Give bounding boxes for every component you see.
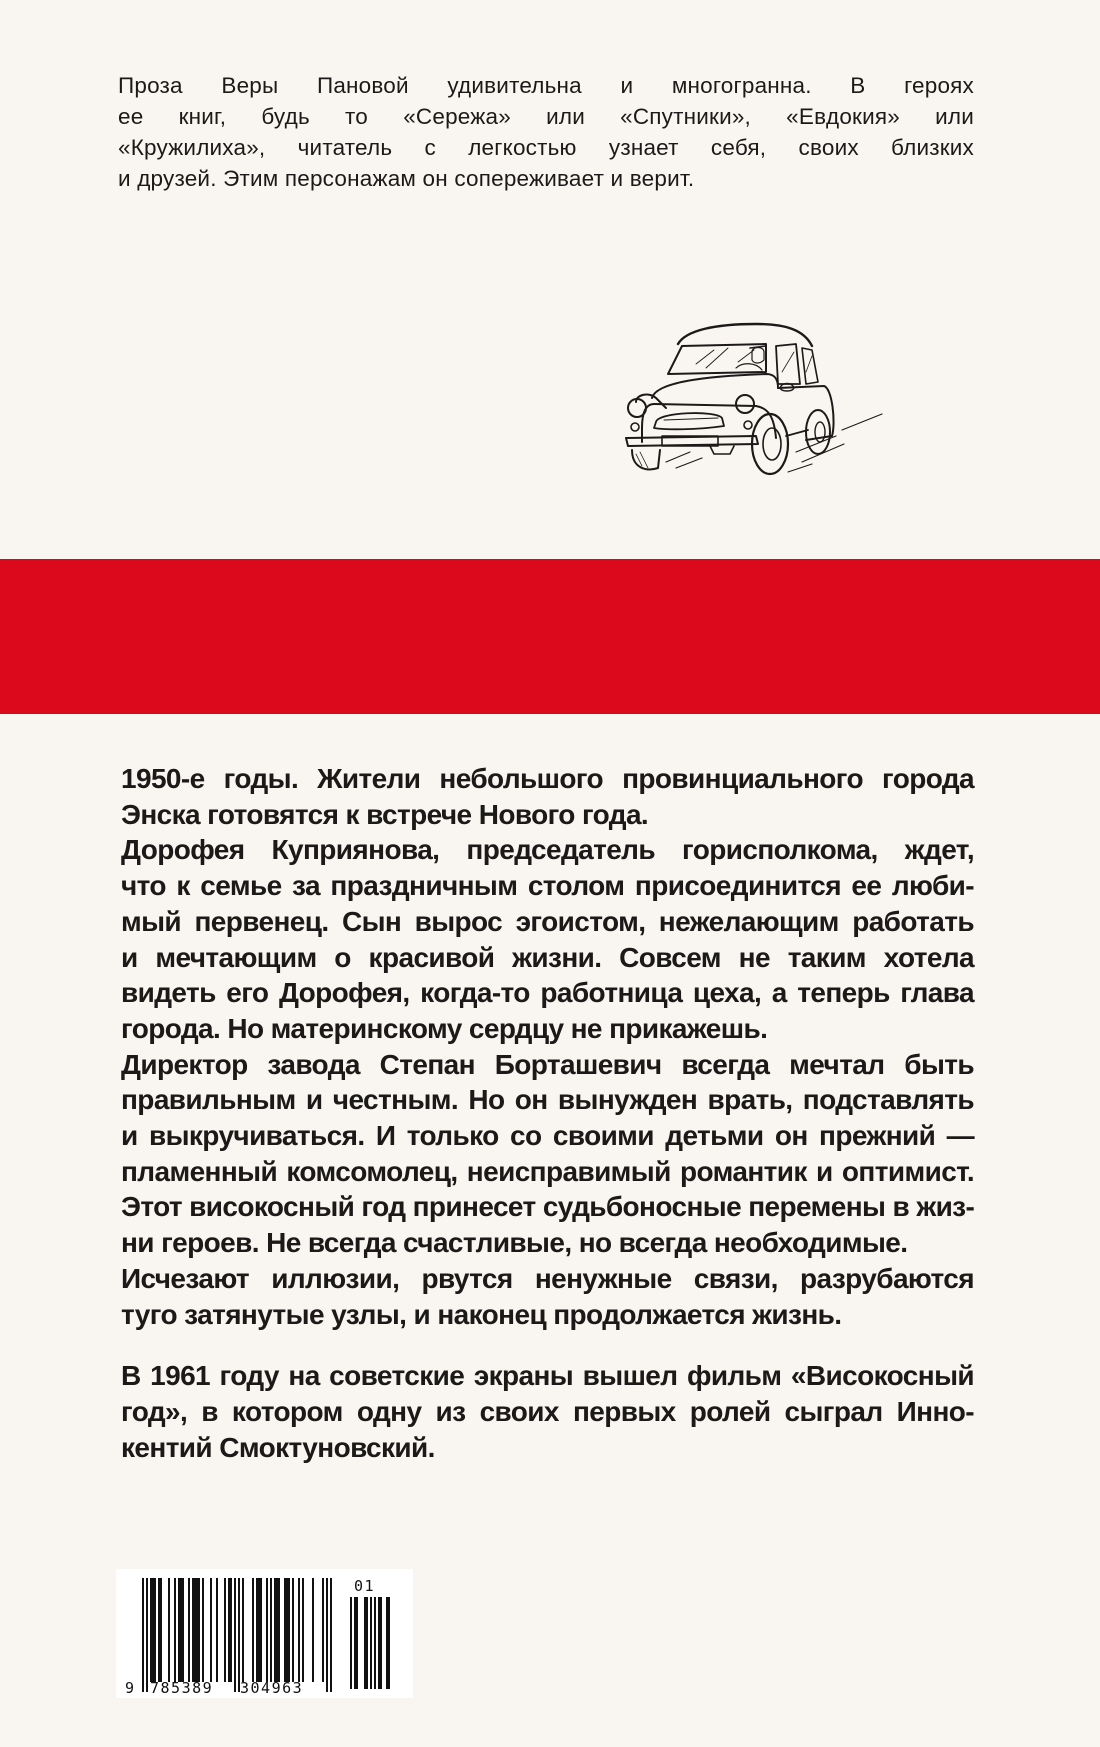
annotation-line: что к семье за праздничным столом присоединится ее люби- <box>121 870 974 902</box>
annotation-line: видеть его Дорофея, когда-то работница цеха, а теперь глава <box>121 977 974 1009</box>
annotation-line: мый первенец. Сын вырос эгоистом, нежелающим работать <box>121 905 974 937</box>
annotation-line: 1950-е годы. Жители небольшого провинциального города <box>121 763 974 794</box>
annotation-line: Исчезают иллюзии, рвутся ненужные связи, разрубаются <box>121 1262 974 1294</box>
annotation-paragraph <box>121 761 974 1332</box>
annotation-line: Директор завода Степан Борташевич всегда мечтал быть <box>121 1048 974 1080</box>
blurb-line: и друзей. Этим персонажам он сопереживает и верит. <box>118 166 695 191</box>
blurb-line: Проза Веры Пановой удивительна и многогранна. В героях <box>118 73 974 98</box>
blurb-paragraph <box>118 70 974 194</box>
annotation-line: пламенный комсомолец, неисправимый романтик и оптимист. <box>121 1155 974 1187</box>
svg-text:304963: 304963 <box>240 1679 304 1697</box>
blurb-line: ее книг, будь то «Сережа» или «Спутники», «Евдокия» или <box>118 104 974 129</box>
annotation-line: Дорофея Куприянова, председатель горисполкома, ждет, <box>121 834 974 866</box>
svg-text:9: 9 <box>125 1679 136 1697</box>
blurb-line: «Кружилиха», читатель с легкостью узнает себя, своих близких <box>118 135 974 160</box>
svg-text:785389: 785389 <box>150 1679 214 1697</box>
annotation-line: В 1961 году на советские экраны вышел фильм «Високосный <box>121 1360 974 1392</box>
annotation-paragraph <box>121 1358 974 1465</box>
annotation-line: кентий Смоктуновский. <box>121 1431 435 1463</box>
svg-text:01: 01 <box>354 1577 376 1595</box>
annotation-line: туго затянутые узлы, и наконец продолжается жизнь. <box>121 1298 842 1330</box>
annotation-line: Этот високосный год принесет судьбоносные перемены в жиз- <box>121 1191 975 1223</box>
annotation-line: Энска готовятся к встрече Нового года. <box>121 798 649 830</box>
isbn-barcode <box>116 1569 413 1698</box>
annotation-line: ни героев. Не всегда счастливые, но всегда необходимые. <box>121 1227 908 1259</box>
annotation-line: и выкручиваться. И только со своими детьми он прежний — <box>121 1120 974 1152</box>
annotation-line: и мечтающим о красивой жизни. Совсем не таким хотела <box>121 941 974 973</box>
car-illustration-icon <box>606 312 896 482</box>
annotation-line: год», в котором одну из своих первых ролей сыграл Инно- <box>121 1395 974 1427</box>
annotation-line: правильным и честным. Но он вынужден врать, подставлять <box>121 1084 974 1116</box>
annotation-line: города. Но материнскому сердцу не прикажешь. <box>121 1012 768 1044</box>
annotation-text <box>121 761 974 1465</box>
red-band <box>0 559 1100 714</box>
barcode-bars <box>116 1569 413 1698</box>
